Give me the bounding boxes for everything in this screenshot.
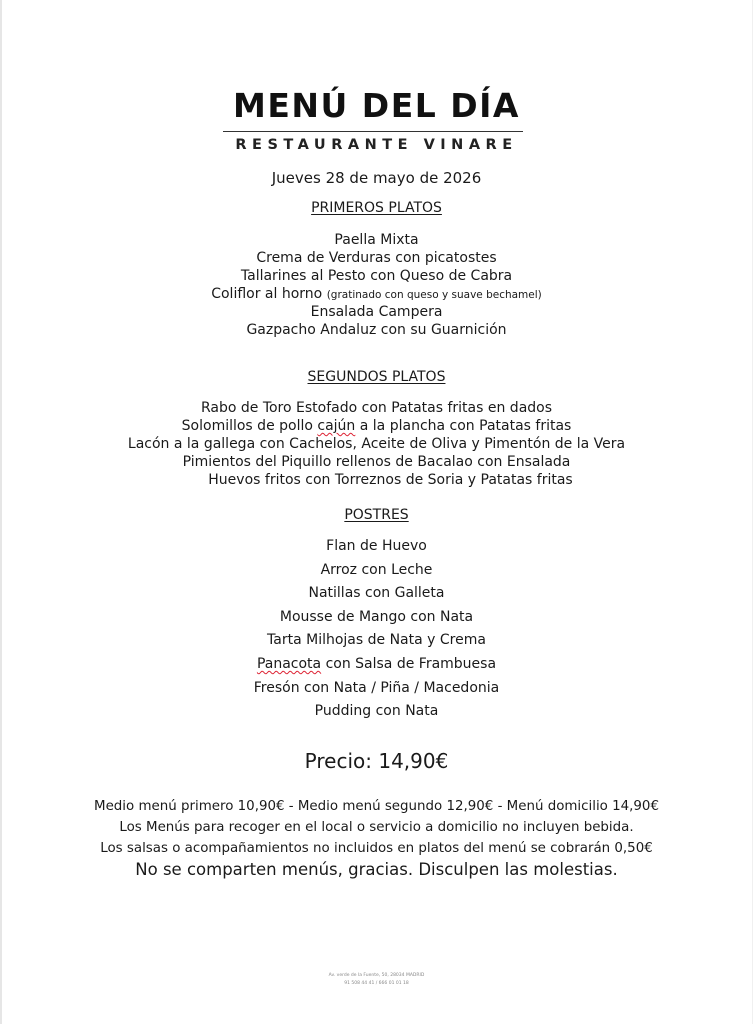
- list-item: Flan de Huevo: [326, 538, 427, 554]
- note-line: Los Menús para recoger en el local o servicio a domicilio no incluyen bebida.: [119, 820, 634, 835]
- footer-contact: [0, 972, 753, 988]
- list-item: Pimientos del Piquillo rellenos de Bacalao con Ensalada: [182, 454, 571, 470]
- menu-notes: [0, 796, 753, 880]
- footer-phones: 91 508 44 41 / 666 01 01 18: [344, 981, 409, 986]
- list-item: Tallarines al Pesto con Queso de Cabra: [240, 268, 513, 284]
- spellcheck-mark: cajún: [317, 418, 356, 434]
- primeros-list: [0, 231, 753, 339]
- list-item: Crema de Verduras con picatostes: [256, 250, 497, 266]
- restaurant-name: RESTAURANTE VINARE: [235, 137, 518, 153]
- primeros-heading: PRIMEROS PLATOS: [311, 200, 442, 216]
- segundos-heading: SEGUNDOS PLATOS: [307, 369, 446, 385]
- note-line: No se comparten menús, gracias. Disculpen las molestias.: [135, 860, 618, 879]
- list-item: Ensalada Campera: [310, 304, 443, 320]
- menu-date: Jueves 28 de mayo de 2026: [271, 169, 482, 187]
- postres-list: [0, 535, 753, 724]
- list-item: Pudding con Nata: [314, 703, 439, 720]
- list-item: Lacón a la gallega con Cachelos, Aceite de Oliva y Pimentón de la Vera: [127, 436, 626, 452]
- segundos-list: [0, 399, 753, 489]
- footer-address: Av. verde de la Fuente, 50, 28034 MADRID: [328, 973, 425, 978]
- list-item-label: Solomillos de pollo cajún a la plancha con Patatas fritas: [181, 418, 572, 434]
- list-item: Gazpacho Andaluz con su Guarnición: [246, 322, 507, 338]
- note-line: Los salsas o acompañamientos no incluidos en platos del menú se cobrarán 0,50€: [100, 841, 653, 856]
- list-item: Paella Mixta: [334, 232, 419, 248]
- postres-heading: POSTRES: [344, 507, 409, 523]
- note-line: Medio menú primero 10,90€ - Medio menú segundo 12,90€ - Menú domicilio 14,90€: [94, 799, 659, 814]
- list-item-label: Coliflor al horno: [211, 286, 323, 302]
- list-item: Tarta Milhojas de Nata y Crema: [267, 632, 486, 649]
- list-item: [0, 417, 753, 435]
- list-item: Natillas con Galleta: [308, 585, 445, 602]
- list-item: Fresón con Nata / Piña / Macedonia: [253, 679, 500, 696]
- spellcheck-mark: Panacota: [256, 655, 322, 672]
- list-item: Mousse de Mango con Nata: [279, 608, 474, 625]
- list-item-label: Panacota con Salsa de Frambuesa: [256, 655, 497, 672]
- menu-price: Precio: 14,90€: [304, 749, 449, 773]
- list-item: Rabo de Toro Estofado con Patatas fritas en dados: [200, 400, 553, 416]
- page-title: MENÚ DEL DÍA: [233, 86, 520, 125]
- title-divider: [223, 131, 523, 132]
- list-item: Huevos fritos con Torreznos de Soria y Patatas fritas: [208, 472, 573, 488]
- list-item: Arroz con Leche: [320, 561, 433, 578]
- list-item: [0, 653, 753, 677]
- list-item-coliflor: [0, 285, 753, 303]
- list-item-note: (gratinado con queso y suave bechamel): [326, 289, 542, 301]
